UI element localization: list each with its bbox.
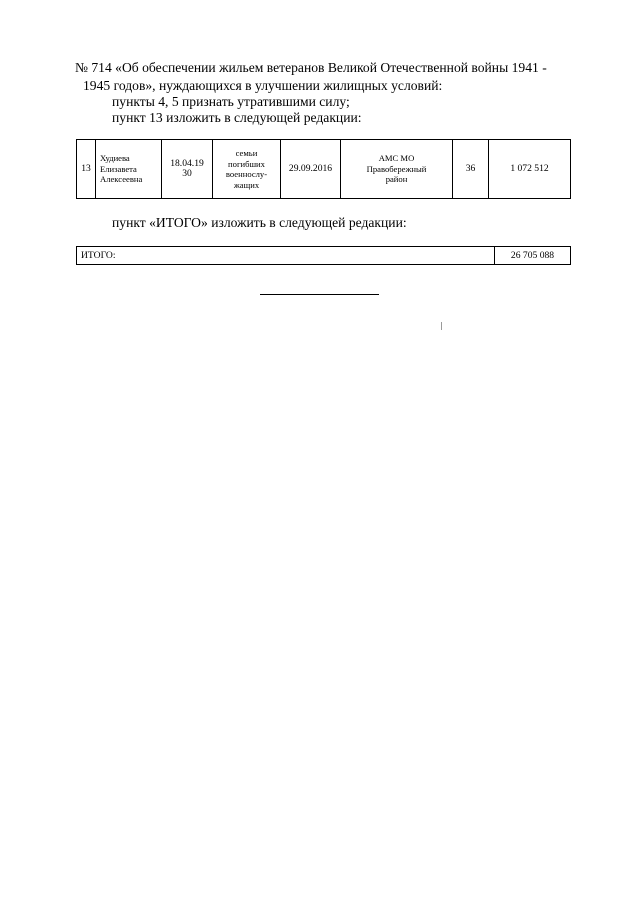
veteran-row-table [76,139,571,199]
amount-cell: 1 072 512 [489,140,571,199]
full-name-cell [96,140,162,199]
total-amount-cell: 26 705 088 [495,247,571,265]
intro-line-1: № 714 «Об обеспечении жильем ветеранов Великой Отечественной войны 1941 - [75,60,547,75]
birth-date-part-1: 18.04.19 [170,157,204,169]
category-line-1: семьи [235,148,258,158]
patronymic: Алексеевна [100,174,143,185]
intro-line-3: пункты 4, 5 признать утратившими силу; [112,94,350,109]
category-line-3: военнослу- [225,169,268,179]
intro-line-2: 1945 годов», нуждающихся в улучшении жилищных условий: [83,78,443,93]
category-cell [213,140,281,199]
table-row [77,247,571,265]
municipality-line-3: район [385,174,408,185]
total-table [76,246,571,265]
municipality-line-2: Правобережный [366,163,427,174]
municipality-cell [341,140,453,199]
row-number-cell: 13 [77,140,96,199]
table-row [77,140,571,199]
birth-date-part-2: 30 [182,168,192,179]
category-line-2: погибших [228,158,265,169]
municipality-line-1: АМС МО [378,153,415,164]
total-label-cell: ИТОГО: [77,247,495,265]
itogo-instruction: пункт «ИТОГО» изложить в следующей редакции: [112,215,407,230]
scan-artifact [441,322,442,330]
first-name: Елизавета [100,163,137,174]
separator-line [260,294,379,295]
area-cell: 36 [453,140,489,199]
surname: Худиева [100,153,130,164]
registration-date-cell: 29.09.2016 [281,140,341,199]
birth-date-cell [162,140,213,199]
category-line-4: жащих [233,179,260,190]
intro-line-4: пункт 13 изложить в следующей редакции: [112,110,362,125]
